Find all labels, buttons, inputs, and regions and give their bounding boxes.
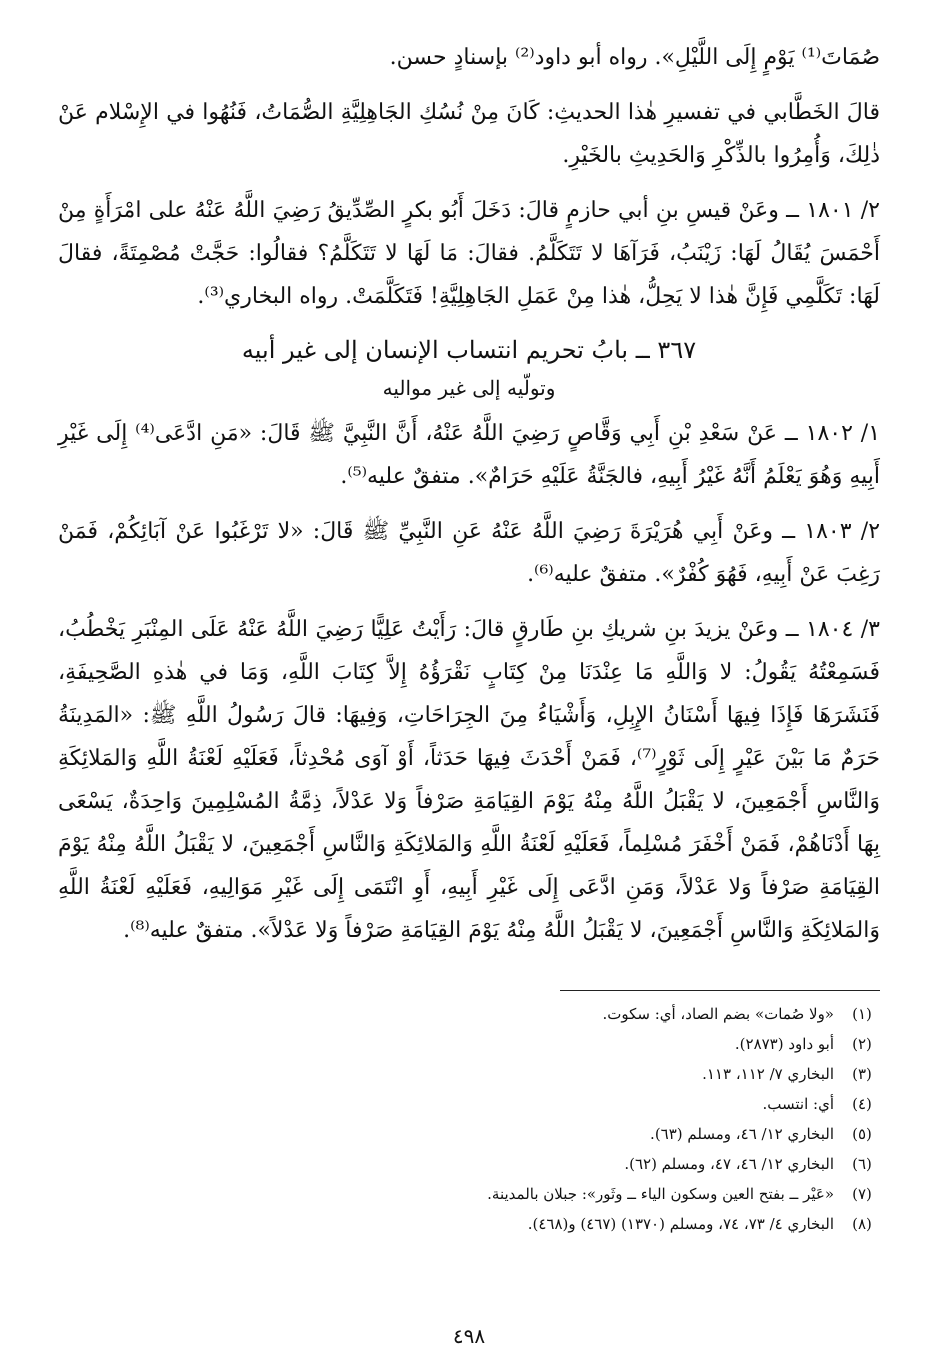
footnote-number: (٢) [852,1035,872,1053]
hadith-1802: ١/ ١٨٠٢ ــ عَنْ سَعْدِ بْنِ أَبِي وَقَّاصٍ رَضِيَ اللَّهُ عَنْهُ، أَنَّ النَّبِيَّ ﷺ قَالَ: «مَنِ ادَّعَى⁽⁴⁾ إِلَى غَيْرِ أَبِيهِ وَهُوَ يَعْلَمُ أَنَّهُ غَيْرُ أَبِيهِ، فالجَنَّةُ عَلَيْهِ حَرَامٌ». متفقٌ عليه⁽⁵⁾. [58,421,881,489]
hadith-1804: ٣/ ١٨٠٤ ــ وعَنْ يزيدَ بنِ شريكِ بنِ طَارقٍ قالَ: رَأَيْتُ عَلِيًّا رَضِيَ اللَّهُ عَنْهُ عَلَى المِنْبَرِ يَخْطُبُ، فَسَمِعْتُهُ يَقُولُ: لا وَاللَّهِ مَا عِنْدَنَا مِنْ كِتَابٍ نَقْرَؤُهُ إِلاَّ كِتَابَ اللَّهِ، وَمَا في هٰذهِ الصَّحِيفَةِ، فَنَشَرَهَا فَإِذَا فِيهَا أَسْنَانُ الإِبِلِ، وَأَشْيَاءُ مِنَ الجِرَاحَاتِ، وَفِيهَا: قالَ رَسُولُ اللَّهِ ﷺ: «المَدِينَةُ حَرَمٌ مَا بَيْنَ عَيْرٍ إِلَى ثَوْرٍ⁽⁷⁾، فَمَنْ أَحْدَثَ فِيهَا حَدَثاً، أَوْ آوَى مُحْدِثاً، فَعَلَيْهِ لَعْنَةُ اللَّهِ وَالمَلائِكَةِ وَالنَّاسِ أَجْمَعِينَ، لا يَقْبَلُ اللَّهُ مِنْهُ يَوْمَ القِيَامَةِ صَرْفاً وَلا عَدْلاً، ذِمَّةُ المُسْلِمِينَ وَاحِدَةٌ، يَسْعَى بِهَا أَدْنَاهُمْ، فَمَنْ أَخْفَرَ مُسْلِماً، فَعَلَيْهِ لَعْنَةُ اللَّهِ وَالمَلائِكَةِ وَالنَّاسِ أَجْمَعِينَ، لا يَقْبَلُ اللَّهُ مِنْهُ يَوْمَ القِيَامَةِ صَرْفاً وَلا عَدْلاً، وَمَنِ ادَّعَى إِلَى غَيْرِ أَبِيهِ، أَوِ انْتَمَى إِلَى غَيْرِ مَوَالِيهِ، فَعَلَيْهِ لَعْنَةُ اللَّهِ وَالمَلائِكَةِ وَالنَّاسِ أَجْمَعِينَ، لا يَقْبَلُ اللَّهُ مِنْهُ يَوْمَ القِيَامَةِ صَرْفاً وَلا عَدْلاً». متفقٌ عليه⁽⁸⁾. [58,617,881,943]
footnote-item [58,1089,880,1119]
footnote-number: (٣) [852,1065,872,1083]
chapter-subheading: وتولّيه إلى غير مواليه [382,376,556,400]
footnote-item [58,1179,880,1209]
paragraph-top-2: قالَ الخَطَّابي في تفسيرِ هٰذا الحديثِ: كَانَ مِنْ نُسُكِ الجَاهِلِيَّةِ الصُّمَاتُ، فَنُهُوا في الإِسْلام عَنْ ذٰلِكَ، وَأُمِرُوا بالذِّكْرِ وَالحَدِيثِ بالخَيْرِ. [58,100,880,168]
footnote-text: «عَيْر ــ بفتح العين وسكون الياء ــ وثَور»: جبلان بالمدينة. [487,1185,834,1203]
footnote-number: (٤) [852,1095,872,1113]
footnote-text: البخاري ٤/ ٧٣، ٧٤، ومسلم (١٣٧٠) (٤٦٧) و(٤٦٨). [527,1215,834,1233]
paragraph-top-1: صُمَاتَ⁽¹⁾ يَوْمٍ إِلَى اللَّيْلِ». رواه أبو داود⁽²⁾ بإسنادٍ حسن. [389,45,880,70]
page-number: ٤٩٨ [452,1324,486,1348]
footnote-number: (٦) [852,1155,872,1173]
footnote-number: (٧) [852,1185,872,1203]
footnote-text: البخاري ١٢/ ٤٦، ٤٧، ومسلم (٦٢). [624,1155,834,1173]
footnote-number: (١) [852,1005,872,1023]
footnote-divider [560,990,880,991]
footnote-text: أي: انتسب. [762,1095,834,1113]
footnote-number: (٨) [852,1215,872,1233]
footnote-item [58,1119,880,1149]
footnote-item [58,1059,880,1089]
footnote-number: (٥) [852,1125,872,1143]
footnote-text: البخاري ١٢/ ٤٦، ومسلم (٦٣). [650,1125,834,1143]
footnote-item [58,1149,880,1179]
footnotes [58,999,880,1239]
footnote-text: «ولا صُمات» بضم الصاد، أي: سكوت. [602,1005,834,1023]
chapter-heading: ٣٦٧ ــ بابُ تحريم انتساب الإنسان إلى غير أبيه [241,336,697,364]
footnote-item [58,1209,880,1239]
footnote-item [58,999,880,1029]
footnote-text: البخاري ٧/ ١١٢، ١١٣. [702,1065,834,1083]
footnote-item [58,1029,880,1059]
paragraph-top-3: ٢/ ١٨٠١ ــ وعَنْ قيسِ بنِ أبي حازمٍ قالَ: دَخَلَ أَبُو بكرٍ الصِّدِّيقُ رَضِيَ اللَّهُ عَنْهُ على امْرَأَةٍ مِنْ أَحْمَسَ يُقَالُ لَهَا: زَيْنَبُ، فَرَآهَا لا تَتَكَلَّمُ. فقالَ: مَا لَهَا لا تَتَكَلَّمُ؟ فقالُوا: حَجَّتْ مُصْمِتَةً، فقالَ لَهَا: تَكَلَّمِي فَإِنَّ هٰذا لا يَحِلُّ، هٰذا مِنْ عَمَلِ الجَاهِلِيَّةِ! فَتَكَلَّمَتْ. رواه البخاري⁽³⁾. [58,198,880,309]
footnote-text: أبو داود (٢٨٧٣). [734,1035,834,1053]
hadith-1803: ٢/ ١٨٠٣ ــ وعَنْ أَبِي هُرَيْرَةَ رَضِيَ اللَّهُ عَنْهُ عَنِ النَّبِيِّ ﷺ قَالَ: «لا تَرْغَبُوا عَنْ آبَائِكُمْ، فَمَنْ رَغِبَ عَنْ أَبِيهِ، فَهُوَ كُفْرٌ». متفقٌ عليه⁽⁶⁾. [58,519,881,587]
